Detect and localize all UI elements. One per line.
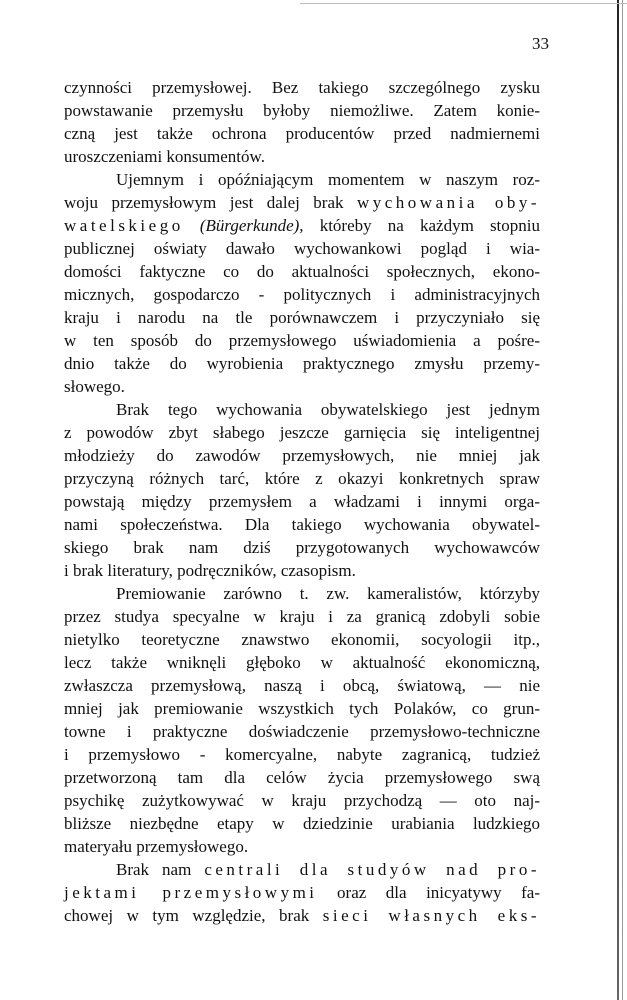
text-line (64, 697, 540, 720)
text-body (64, 76, 540, 927)
text-line (64, 858, 540, 881)
text-line (64, 490, 540, 513)
text-segment: psychikę zużytkowywać w kraju przychodzą — oto naj- (64, 791, 540, 810)
text-line (64, 536, 540, 559)
text-segment (184, 216, 200, 235)
text-line (64, 444, 540, 467)
text-segment: micznych, gospodarczo - politycznych i administracyjnych (64, 285, 540, 304)
text-segment: uroszczeniami konsumentów. (64, 147, 265, 166)
text-segment: dnio także do wyrobienia praktycznego zmysłu przemy- (64, 354, 540, 373)
text-line (64, 99, 540, 122)
text-segment: przyczyną różnych tarć, które z okazyi konkretnych spraw (64, 469, 540, 488)
spaced-emphasis-text: sieci własnych eks- (322, 906, 540, 925)
text-line (64, 559, 540, 582)
spaced-emphasis-text: wychowania oby- (356, 193, 541, 212)
text-segment: materyału przemysłowego. (64, 837, 249, 856)
text-line (64, 467, 540, 490)
text-line (64, 214, 540, 237)
text-segment: domości faktyczne co do aktualności społecznych, ekono- (64, 262, 540, 281)
text-segment: Premiowanie zarówno t. zw. kameralistów, którzyby (116, 584, 540, 603)
text-line (64, 904, 540, 927)
text-line (64, 375, 540, 398)
text-line (64, 191, 540, 214)
text-line (64, 674, 540, 697)
text-segment: Brak nam (116, 860, 205, 879)
text-segment: któreby na każdym stopniu (303, 216, 541, 235)
text-segment: chowej w tym względzie, brak (64, 906, 323, 925)
spaced-emphasis-text: jektami przemysłowymi (64, 883, 318, 902)
text-segment: woju przemysłowym jest dalej brak (64, 193, 357, 212)
text-segment: czną jest także ochrona producentów przed nadmiernemi (64, 124, 540, 143)
text-segment: lecz także wniknęli głęboko w aktualność ekonomiczną, (64, 653, 540, 672)
text-segment: powstawanie przemysłu byłoby niemożliwe. Zatem konie- (64, 101, 540, 120)
text-line (64, 605, 540, 628)
text-line (64, 329, 540, 352)
text-segment: czynności przemysłowej. Bez takiego szczególnego zysku (64, 78, 540, 97)
text-line (64, 398, 540, 421)
text-segment: z powodów zbyt słabego jeszcze garnięcia się inteligentnej (64, 423, 540, 442)
text-segment: w ten sposób do przemysłowego uświadomienia a pośre- (64, 331, 540, 350)
text-line (64, 352, 540, 375)
text-line (64, 306, 540, 329)
text-segment: oraz dla inicyatywy fa- (317, 883, 540, 902)
text-segment: przez studya specyalne w kraju i za granicą zdobyli sobie (64, 607, 540, 626)
text-line (64, 720, 540, 743)
text-segment: nietylko teoretyczne znawstwo ekonomii, socyologii itp., (64, 630, 540, 649)
page-edge-right-inner (622, 0, 623, 1000)
text-line (64, 513, 540, 536)
page-number: 33 (532, 34, 549, 53)
text-segment: towne i praktyczne doświadczenie przemysłowo-techniczne (64, 722, 540, 741)
spaced-emphasis-text: watelskiego (64, 216, 184, 235)
text-line (64, 881, 540, 904)
text-segment: powstają między przemysłem a władzami i innymi orga- (64, 492, 540, 511)
text-line (64, 651, 540, 674)
text-segment: publicznej oświaty dawało wychowankowi pogląd i wia- (64, 239, 540, 258)
text-line (64, 582, 540, 605)
text-line (64, 283, 540, 306)
page-edge-right (617, 0, 619, 1000)
text-segment: przetworzoną tam dla celów życia przemysłowego swą (64, 768, 540, 787)
text-segment: Brak tego wychowania obywatelskiego jest jednym (116, 400, 540, 419)
text-line (64, 421, 540, 444)
text-line (64, 168, 540, 191)
text-line (64, 812, 540, 835)
text-line (64, 237, 540, 260)
text-line (64, 628, 540, 651)
text-segment: skiego brak nam dziś przygotowanych wychowawców (64, 538, 540, 557)
spaced-emphasis-text: centrali dla studyów nad pro- (204, 860, 540, 879)
text-segment: nami społeczeństwa. Dla takiego wychowania obywatel- (64, 515, 540, 534)
text-line (64, 76, 540, 99)
text-line (64, 743, 540, 766)
text-line (64, 766, 540, 789)
page-edge-top (300, 3, 627, 4)
text-segment: bliższe niezbędne etapy w dziedzinie urabiania ludzkiego (64, 814, 540, 833)
text-line (64, 835, 540, 858)
text-segment: mniej jak premiowanie wszystkich tych Polaków, co grun- (64, 699, 540, 718)
text-segment: młodzieży do zawodów przemysłowych, nie mniej jak (64, 446, 540, 465)
text-line (64, 122, 540, 145)
text-line (64, 789, 540, 812)
text-segment: słowego. (64, 377, 125, 396)
text-line (64, 260, 540, 283)
text-segment: Ujemnym i opóźniającym momentem w naszym roz- (116, 170, 540, 189)
text-segment: zwłaszcza przemysłową, naszą i obcą, światową, — nie (64, 676, 540, 695)
text-segment: i brak literatury, podręczników, czasopism. (64, 561, 356, 580)
text-segment: i przemysłowo - komercyalne, nabyte zagranicą, tudzież (64, 745, 540, 764)
text-line (64, 145, 540, 168)
text-segment: kraju i narodu na tle porównawczem i przyczyniało się (64, 308, 540, 327)
italic-text: (Bürgerkunde), (199, 216, 304, 235)
